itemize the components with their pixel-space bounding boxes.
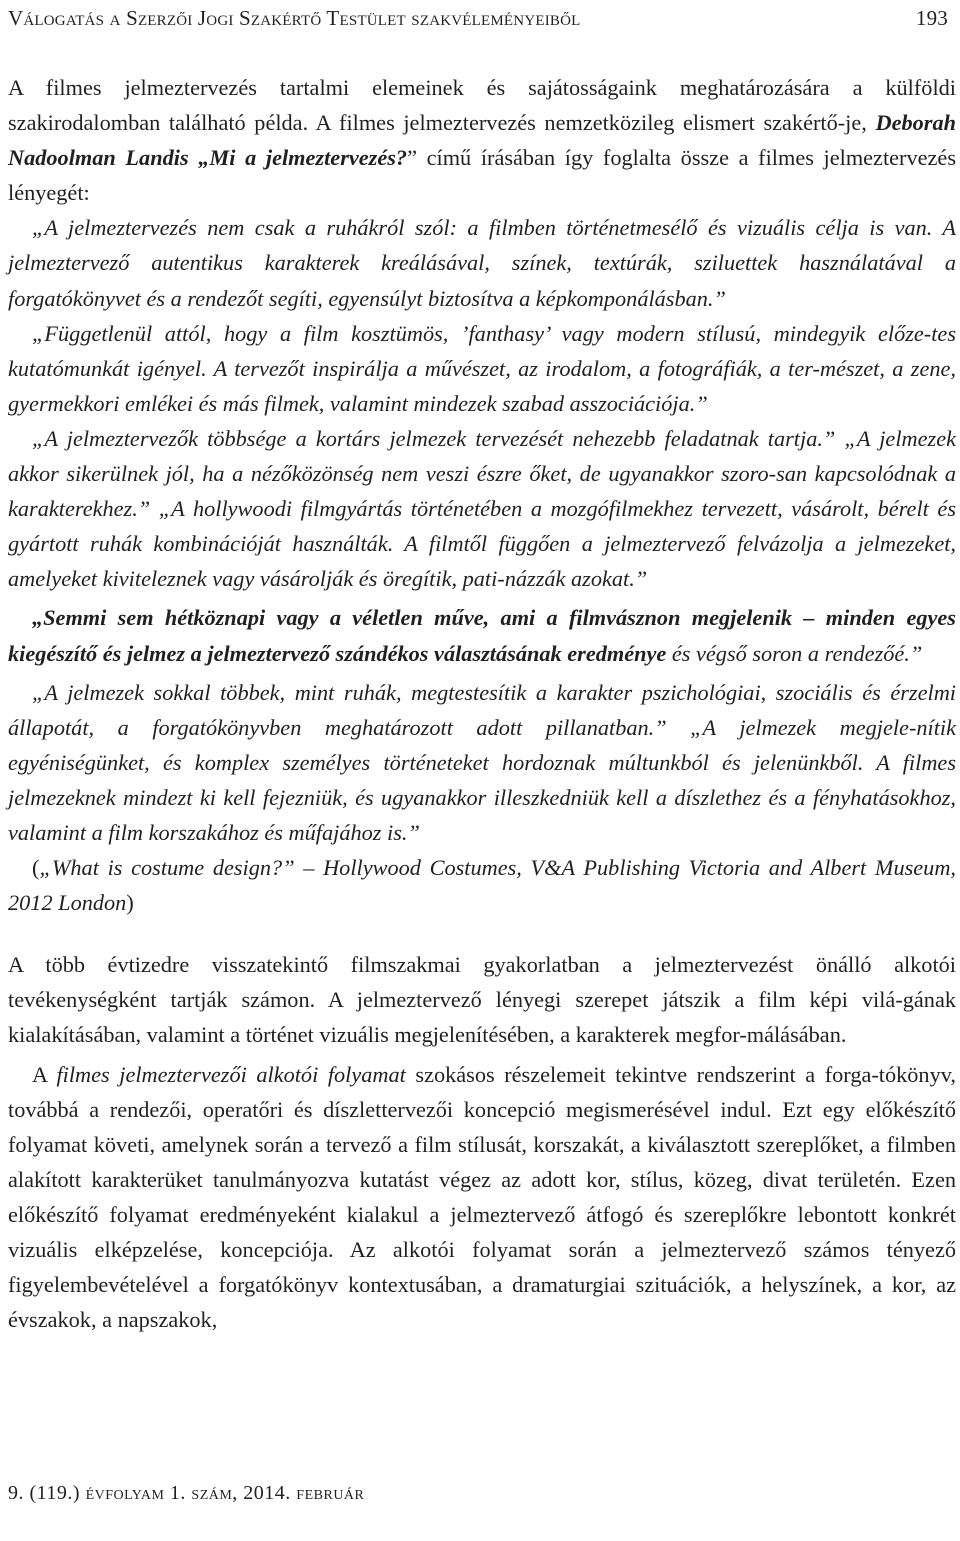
footer-issue: 9. (119.) évfolyam 1. szám, 2014. február [8, 1482, 365, 1504]
quote-paragraph-2 [8, 316, 956, 421]
quote-5-text: „A jelmezek sokkal többek, mint ruhák, megtestesítik a karakter pszichológiai, szociális és érzelmi állapotát, a forgatókönyvben meghatározott adott pillanatban.” „A jelmezek megjele-nítik egyéniségünket, és komplex személyes történeteket hordoznak múltunkból és jelenünkből. A filmes jelmezeknek mindezt ki kell fejezniük, és ugyanakkor illeszkedniük kell a díszlethez és a fényhatásokhoz, valamint a film korszakához és műfajához is.” [8, 679, 956, 845]
para2-text-1: A [32, 1061, 57, 1087]
intro-paragraph [8, 70, 956, 210]
work-title: „Mi a jelmeztervezés? [198, 145, 408, 171]
intro-space [189, 145, 199, 170]
quote-3-text: „A jelmeztervezők többsége a kortárs jelmezek tervezését nehezebb feladatnak tartja.” „A jelmezek akkor sikerülnek jól, ha a nézőközönség nem veszi észre őket, de ugyanakkor szoro-san kapcsolódnak a karakterekhez.” „A hollywoodi filmgyártás történetében a mozgófilmekhez tervezett, vásárolt, bérelt és gyártott ruhák kombinációját használták. A filmtől függően a jelmeztervező felvázolja a jelmezeket, amelyeket kiviteleznek vagy vásárolják és öregítik, pati-názzák azokat.” [8, 425, 956, 592]
quote-1-text: „A jelmeztervezés nem csak a ruhákról szól: a filmben történetmesélő és vizuális célja is van. A jelmeztervező autentikus karakterek kreálásával, színek, textúrák, sziluettek használatával a forgatókönyvet és a rendezőt segíti, egyensúlyt biztosítva a képkomponálásban.” [8, 215, 956, 311]
intro-text-2: ” című írásában így foglalta össze a filmes jelmeztervezés lényegét: [8, 145, 956, 206]
quote-paragraph-4 [8, 600, 956, 670]
page-number: 193 [915, 6, 948, 30]
quote-2-text: „Függetlenül attól, hogy a film kosztümös, ’fanthasy’ vagy modern stílusú, mindegyik előze-tes kutatómunkát igényel. A tervezőt inspirálja a művészet, az irodalom, a fotográfiák, a ter-mészet, a zene, gyermekkori emlékei és más filmek, valamint mindezek szabad asszociációja.” [8, 320, 956, 416]
header-title: Válogatás a Szerzői Jogi Szakértő Testület szakvéleményeiből [8, 6, 581, 30]
quote-paragraph-3 [8, 421, 956, 596]
citation-text: „What is costume design?” – Hollywood Costumes, V&A Publishing Victoria and Albert Museum, 2012 London [8, 855, 956, 916]
quote-4-rest: és végső soron a rendezőé.” [666, 640, 923, 666]
body-paragraph-2 [8, 1057, 956, 1338]
citation-open: ( [32, 855, 40, 881]
body-text [8, 70, 956, 1337]
citation [8, 850, 956, 920]
intro-text: A filmes jelmeztervezés tartalmi elemeinek és sajátosságaink meghatározására a külföldi szakirodalomban található példa. A filmes jelmeztervezés nemzetközileg elismert szakértő-je, [8, 75, 956, 136]
quote-paragraph-1 [8, 210, 956, 315]
body-paragraph-1: A több évtizedre visszatekintő filmszakmai gyakorlatban a jelmeztervezést önálló alkotói tevékenységként tartják számon. A jelmeztervező lényegi szerepet játszik a film képi vilá-gának kialakításában, valamint a történet vizuális megjelenítésében, a karakterek megfor-málásában. [8, 952, 956, 1048]
running-header [8, 6, 952, 36]
para2-text-2: szokásos részelemeit tekintve rendszerint a forga-tókönyv, továbbá a rendezői, operatőri és díszlettervezői koncepció megismerésével indul. Ezt egy előkészítő folyamat követi, amelynek során a tervező a film stílusát, korszakát, a kiválasztott szereplőket, a filmben alakított karakterüket tanulmányozva kutatást végez az adott kor, stílus, közeg, divat területén. Ezen előkészítő folyamat eredményeként kialakul a jelmeztervező átfogó és szereplőkre lebontott konkrét vizuális elképzelése, koncepciója. Az alkotói folyamat során a jelmeztervező számos tényező figyelembevételével a forgatókönyv kontextusában, a dramaturgiai szituációk, a helyszínek, a kor, az évszakok, a napszakok, [8, 1061, 957, 1333]
author-name: Deborah Nadoolman Landis [8, 110, 956, 171]
para2-italic: filmes jelmeztervezői alkotói folyamat [56, 1061, 406, 1087]
citation-close: ) [126, 890, 134, 916]
quote-paragraph-5 [8, 675, 956, 850]
quote-4-bold: „Semmi sem hétköznapi vagy a véletlen műve, ami a filmvásznon megjelenik – minden egyes kiegészítő és jelmez a jelmeztervező szándékos választásának eredménye [8, 605, 956, 666]
